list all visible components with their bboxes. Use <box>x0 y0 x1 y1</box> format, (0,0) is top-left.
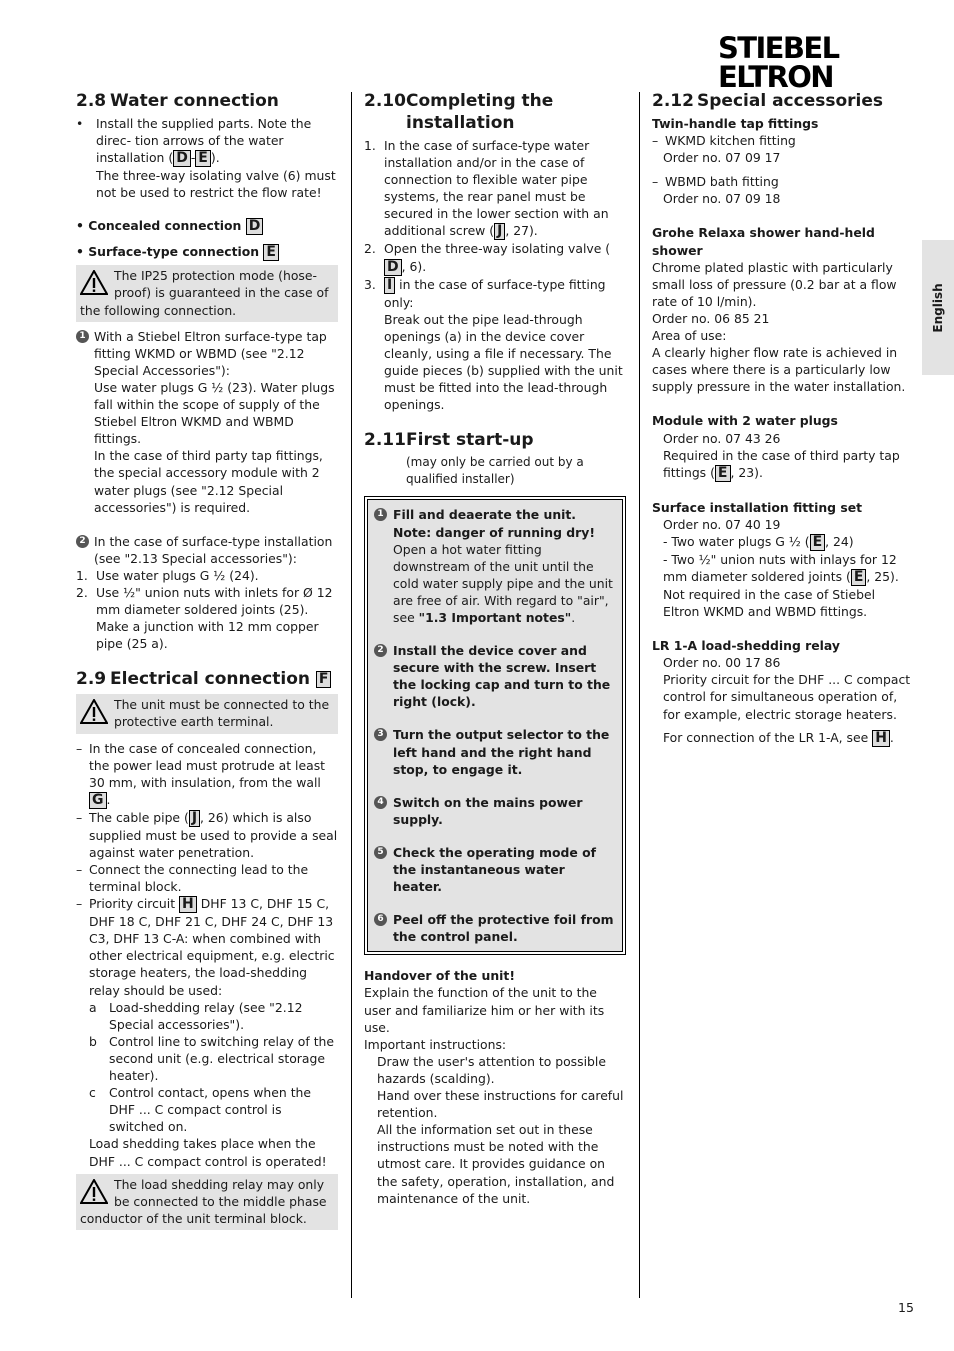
step-number-icon: 1 <box>374 508 387 521</box>
order-number: Order no. 07 40 19 <box>663 516 781 532</box>
brand-logo: STIEBEL ELTRON <box>718 31 839 94</box>
surface-connection: • Surface-type connection E <box>76 243 338 261</box>
list-item: – Connect the connecting lead to the terminal block. <box>76 861 338 895</box>
list-item: 1. Use water plugs G ½ (24). <box>76 567 259 583</box>
instruction-item: Hand over these instructions for careful retention. <box>377 1088 624 1121</box>
concealed-connection: • Concealed connection D <box>76 217 338 235</box>
order-number: Order no. 06 85 21 <box>652 310 770 326</box>
warning-icon <box>80 699 108 724</box>
list-item: 2. Use ½" union nuts with inlets for Ø 12 mm diameter soldered joints (25). Make a junction with 12 mm copper pipe (25 a). <box>76 584 333 652</box>
column-divider <box>351 92 352 1298</box>
product-description: Required in the case of third party tap fittings ( E , 23). <box>663 447 900 481</box>
important-heading: Important instructions: <box>364 1036 507 1052</box>
surface-set-heading: Surface installation fitting set <box>652 499 863 515</box>
list-item: – Priority circuit H DHF 13 C, DHF 15 C, DHF 18 C, DHF 21 C, DHF 24 C, DHF 13 C3, DHF 13 C-A: when combined with other electrical equipment, e.g. electric storage heaters, the load-shedding relay should be used: <box>76 895 338 998</box>
set-item: - Two ½" union nuts with inlays for 12 mm diameter soldered joints ( E , 25). <box>663 551 899 585</box>
warning-icon <box>80 270 108 295</box>
step-number-icon: 5 <box>374 846 387 859</box>
section-heading-2-9: 2.9 Electrical connection F <box>76 668 338 690</box>
load-shedding-note: Load shedding takes place when the DHF ... C compact control is operated! <box>89 1136 327 1169</box>
set-item: - Two water plugs G ½ ( E , 24) <box>663 533 854 550</box>
startup-step: 4 Switch on the mains power supply. <box>374 794 616 828</box>
step-number-icon: 2 <box>374 644 387 657</box>
instruction-item: All the information set out in these instructions must be noted with the utmost care. It provides guidance on the safety, operation, installation, and maintenance of the unit. <box>377 1122 615 1206</box>
product-description: Priority circuit for the DHF ... C compact control for simultaneous operation of, for example, electric storage heaters. <box>663 672 911 722</box>
startup-step: 3 Turn the output selector to the left hand and the right hand stop, to engage it. <box>374 726 616 777</box>
product-name: – WKMD kitchen fitting <box>652 132 914 149</box>
column-middle <box>364 90 626 1207</box>
relay-see: For connection of the LR 1-A, see H . <box>663 729 894 746</box>
column-left <box>76 90 338 1236</box>
grohe-heading: Grohe Relaxa shower hand-held shower <box>652 225 875 258</box>
step-number-icon: 1 <box>76 330 89 343</box>
order-number: Order no. 07 09 18 <box>663 191 781 207</box>
section-heading-2-10: 2.10Completing the installation <box>364 91 554 133</box>
product-description: Chrome plated plastic with particularly small loss of pressure (0.2 bar at a flow rate of 10 l/min). <box>652 259 897 309</box>
module-heading: Module with 2 water plugs <box>652 413 838 429</box>
warning-box: The IP25 protection mode (hose-proof) is guaranteed in the case of the following connection. <box>76 265 338 321</box>
step-number-icon: 6 <box>374 913 387 926</box>
valve-note: The three-way isolating valve (6) must not be used to restrict the flow rate! <box>96 168 336 201</box>
list-item: 2. Open the three-way isolating valve (D , 6). <box>364 241 611 275</box>
area-label: Area of use: <box>652 328 727 344</box>
order-number: Order no. 07 43 26 <box>663 430 781 446</box>
startup-step: 6 Peel off the protective foil from the control panel. <box>374 911 616 945</box>
sub-item: b Control line to switching relay of the second unit (e.g. electrical storage heater). <box>89 1033 335 1084</box>
figure-label: E <box>195 150 211 167</box>
list-item: 3. I in the case of surface-type fitting only: Break out the pipe lead-through openings (a) in the device cover cleanly, using a file if necessary. The guide pieces (b) supplied with the unit must be fitted into the lead-through openings. <box>364 276 623 413</box>
list-item: – In the case of concealed connection, the power lead must protrude at least 30 mm, with insulation, from the wall G . <box>76 740 338 809</box>
page-number: 15 <box>898 1300 914 1315</box>
product-name: – WBMD bath fitting <box>652 173 914 190</box>
step-number-icon: 4 <box>374 796 387 809</box>
warning-icon <box>80 1179 108 1204</box>
order-number: Order no. 00 17 86 <box>663 655 781 671</box>
startup-step: 1 Fill and deaerate the unit. Note: danger of running dry! Open a hot water fitting downstream of the unit until the cold water supply pipe and the unit are free of air. With regard to "air", see "1.3 Important notes". <box>374 506 616 626</box>
handover-heading: Handover of the unit! <box>364 968 515 984</box>
handover-text: Explain the function of the unit to the user and familiarize him or her with its use. <box>364 985 605 1035</box>
order-number: Order no. 07 09 17 <box>663 150 781 166</box>
product-description: Not required in the case of Stiebel Eltron WKMD and WBMD fittings. <box>663 586 876 620</box>
startup-step: 2 Install the device cover and secure with the screw. Insert the locking cap and turn to the right (lock). <box>374 642 616 710</box>
warning-box: The load shedding relay may only be connected to the middle phase conductor of the unit terminal block. <box>76 1174 338 1230</box>
case-1: 1 With a Stiebel Eltron surface-type tap fitting WKMD or WBMD (see "2.12 Special Accessories"): Use water plugs G ½ (23). Water plugs fall within the scope of supply of the Stiebel Eltron WKMD and WBMD fittings. In the case of third party tap fittings, the special accessory module with 2 water plugs (see "2.12 Special accessories") is required. <box>76 328 338 516</box>
case-2: 2 In the case of surface-type installation (see "2.13 Special accessories"): <box>76 533 338 567</box>
startup-steps-box <box>364 496 626 955</box>
language-label: English <box>931 282 945 333</box>
section-heading-2-11: 2.11First start-up <box>364 430 534 451</box>
step-number-icon: 3 <box>374 728 387 741</box>
section-heading-2-12: 2.12 Special accessories <box>652 91 883 111</box>
language-tab <box>922 240 954 375</box>
warning-box: The unit must be connected to the protective earth terminal. <box>76 694 338 733</box>
relay-heading: LR 1-A load-shedding relay <box>652 638 840 654</box>
list-item: – The cable pipe ( J , 26) which is also supplied must be used to provide a seal against water penetration. <box>76 809 338 861</box>
sub-item: a Load-shedding relay (see "2.12 Special accessories"). <box>89 999 303 1032</box>
qualification-note: (may only be carried out by a qualified installer) <box>406 455 584 487</box>
column-right <box>652 90 914 747</box>
product-description: A clearly higher flow rate is achieved in cases where there is a particularly low supply pressure in the water installation. <box>652 345 906 395</box>
list-item: 1. In the case of surface-type water installation and/or in the case of connection to flexible water pipe systems, the rear panel must be secured in the lower section with an additional screw ( J , 27). <box>364 138 609 240</box>
section-heading-2-8: 2.8 Water connection <box>76 91 279 111</box>
bullet-item: • Install the supplied parts. Note the direc- tion arrows of the water installation ( D - E ). The three-way isolating valve (6) must not be used to restrict the flow rate! <box>76 115 338 201</box>
startup-step: 5 Check the operating mode of the instantaneous water heater. <box>374 844 616 895</box>
sub-item: c Control contact, opens when the DHF ... C compact control is switched on. <box>89 1085 312 1135</box>
column-divider <box>639 92 640 1298</box>
figure-label: D <box>173 150 191 167</box>
instruction-item: Draw the user's attention to possible hazards (scalding). <box>377 1053 606 1086</box>
step-number-icon: 2 <box>76 535 89 548</box>
twin-handle-heading: Twin-handle tap fittings <box>652 116 819 131</box>
